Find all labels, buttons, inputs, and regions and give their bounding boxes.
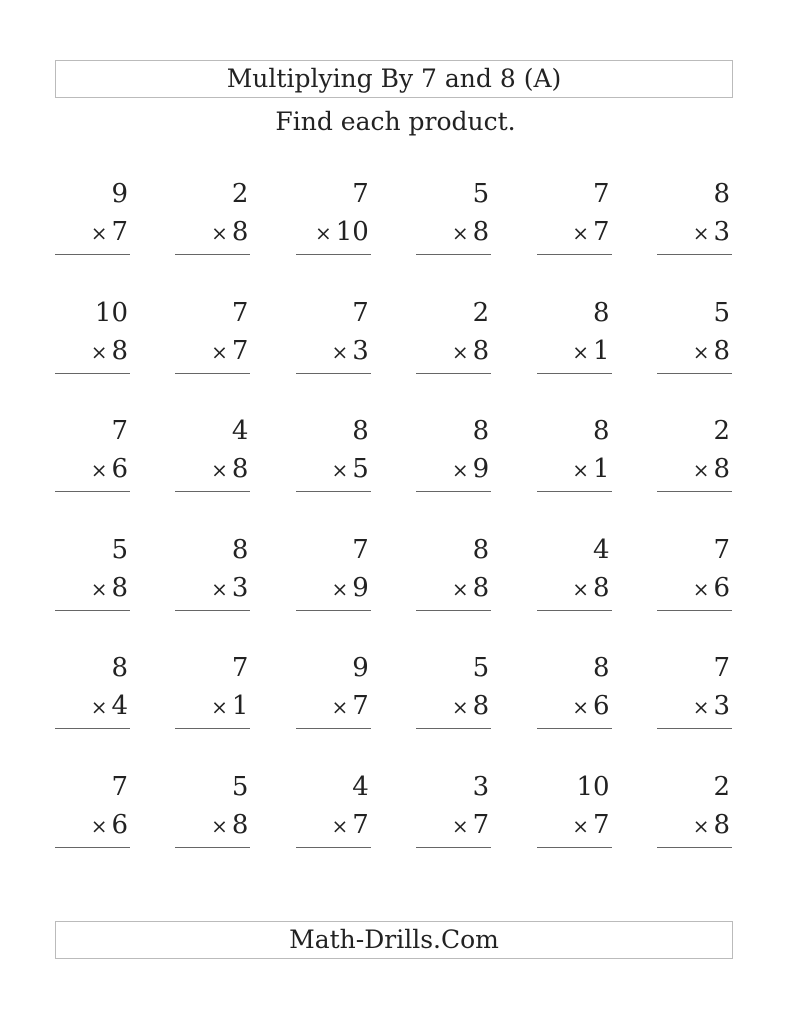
answer-line [537,254,612,255]
multiplier-row [55,213,130,252]
answer-line [537,847,612,848]
multiplier: 10 [335,217,369,247]
problem [296,649,371,729]
answer-line [537,728,612,729]
problem [296,412,371,492]
answer-line [537,610,612,611]
multiplier-row [296,332,371,371]
times-sign: × [211,576,228,601]
answer-line [296,373,371,374]
multiplier-row [296,569,371,608]
multiplicand: 7 [231,297,249,328]
multiplier-row [55,332,130,371]
problem [657,294,732,374]
multiplicand: 8 [593,297,610,328]
multiplicand: 9 [352,653,369,683]
multiplicand: 10 [576,771,610,802]
answer-line [296,491,371,492]
answer-line [175,728,250,729]
multiplier: 8 [111,335,128,366]
multiplier: 3 [231,572,249,603]
answer-line [657,373,732,374]
multiplicand: 9 [111,179,128,209]
problem [175,531,250,611]
answer-line [416,491,491,492]
answer-line [175,847,250,848]
answer-line [416,847,491,848]
multiplier-row [537,687,612,726]
multiplicand: 5 [713,297,730,328]
answer-line [175,610,250,611]
multiplier-row [657,806,732,845]
answer-line [55,728,130,729]
multiplicand: 2 [472,297,490,328]
times-sign: × [572,339,590,364]
problem [296,531,371,611]
multiplier-row [537,213,612,252]
answer-line [175,254,250,255]
multiplier-row [657,450,732,489]
problem [537,649,612,729]
problem [416,175,491,255]
problem [296,768,371,848]
multiplier-row [416,687,491,726]
footer-site: Math-Drills.Com [55,921,733,959]
times-sign: × [211,458,228,482]
multiplier: 1 [231,691,249,721]
multiplier: 7 [231,335,249,366]
times-sign: × [451,576,469,601]
multiplier: 8 [713,335,730,366]
multiplier: 8 [472,572,490,603]
multiplicand: 5 [472,179,490,209]
times-sign: × [451,458,469,482]
multiplicand: 7 [713,534,730,565]
multiplier-row [55,806,130,845]
multiplicand: 8 [472,534,490,565]
times-sign: × [451,695,469,719]
times-sign: × [331,576,349,601]
multiplier-row [416,806,491,845]
problem [416,412,491,492]
answer-line [537,373,612,374]
multiplier: 9 [352,572,369,603]
times-sign: × [451,339,469,364]
multiplier-row [175,332,250,371]
answer-line [55,491,130,492]
multiplier-row [657,213,732,252]
problem [416,768,491,848]
times-sign: × [331,339,349,364]
problem [537,531,612,611]
multiplier: 4 [111,691,128,721]
problem [537,175,612,255]
problem [55,294,130,374]
multiplier-row [55,687,130,726]
multiplicand: 8 [111,653,128,683]
multiplicand: 8 [593,416,610,446]
multiplier-row [296,687,371,726]
times-sign: × [451,221,469,245]
multiplier-row [416,332,491,371]
problem [55,175,130,255]
times-sign: × [692,813,710,838]
times-sign: × [90,576,108,601]
multiplier-row [416,450,491,489]
multiplier: 7 [593,809,610,840]
multiplier-row [537,450,612,489]
multiplicand: 7 [713,653,730,683]
answer-line [416,610,491,611]
multiplier: 7 [472,809,490,840]
multiplier-row [296,806,371,845]
multiplicand: 5 [472,653,490,683]
times-sign: × [90,695,108,719]
times-sign: × [572,813,590,838]
multiplier: 6 [713,572,730,603]
problem [175,294,250,374]
multiplicand: 8 [352,416,369,446]
multiplicand: 3 [472,771,490,802]
answer-line [296,728,371,729]
multiplicand: 7 [352,179,369,209]
multiplier-row [657,687,732,726]
multiplicand: 7 [352,534,369,565]
times-sign: × [572,695,590,719]
multiplicand: 8 [231,534,249,565]
multiplier: 7 [352,691,369,721]
problem [175,412,250,492]
multiplicand: 2 [713,771,730,802]
problem [55,649,130,729]
multiplicand: 5 [231,771,249,802]
multiplier: 8 [231,454,249,484]
multiplier: 9 [472,454,490,484]
multiplicand: 4 [352,771,369,802]
problem [416,294,491,374]
multiplier-row [537,806,612,845]
problem [175,175,250,255]
problem [55,531,130,611]
multiplier: 8 [713,454,730,484]
answer-line [296,847,371,848]
times-sign: × [692,458,710,482]
times-sign: × [331,695,349,719]
multiplicand: 2 [231,179,249,209]
answer-line [657,610,732,611]
multiplier: 5 [352,454,369,484]
multiplier: 3 [713,691,730,721]
multiplier-row [175,806,250,845]
worksheet-title: Multiplying By 7 and 8 (A) [55,60,733,98]
multiplier: 8 [472,691,490,721]
times-sign: × [331,813,349,838]
problem [55,412,130,492]
answer-line [296,610,371,611]
times-sign: × [90,221,108,245]
problem [537,768,612,848]
multiplier: 8 [231,809,249,840]
problem [55,768,130,848]
multiplier-row [175,569,250,608]
multiplicand: 7 [231,653,249,683]
multiplier: 6 [111,454,128,484]
problem [296,294,371,374]
answer-line [416,728,491,729]
multiplier-row [175,687,250,726]
multiplier-row [296,213,371,252]
multiplier-row [175,213,250,252]
multiplicand: 7 [593,179,610,209]
multiplier: 8 [713,809,730,840]
multiplier-row [296,450,371,489]
multiplicand: 8 [713,179,730,209]
multiplier: 7 [352,809,369,840]
problem [537,412,612,492]
problem [175,649,250,729]
multiplier: 1 [593,335,610,366]
multiplier: 8 [231,217,249,247]
problem [657,412,732,492]
times-sign: × [692,221,710,245]
answer-line [55,847,130,848]
answer-line [537,491,612,492]
multiplicand: 8 [593,653,610,683]
multiplier: 1 [593,454,610,484]
problem [296,175,371,255]
multiplicand: 5 [111,534,128,565]
answer-line [175,491,250,492]
answer-line [55,373,130,374]
answer-line [416,373,491,374]
times-sign: × [90,339,108,364]
answer-line [55,254,130,255]
times-sign: × [451,813,469,838]
answer-line [657,847,732,848]
multiplier-row [55,450,130,489]
multiplier: 8 [593,572,610,603]
answer-line [416,254,491,255]
multiplier-row [537,569,612,608]
multiplier-row [657,569,732,608]
multiplier: 6 [593,691,610,721]
multiplier: 3 [713,217,730,247]
multiplier-row [416,569,491,608]
problem [416,531,491,611]
problem [175,768,250,848]
answer-line [657,254,732,255]
times-sign: × [572,458,590,482]
multiplier-row [175,450,250,489]
problem [416,649,491,729]
times-sign: × [331,458,349,482]
problem [657,175,732,255]
multiplicand: 7 [352,297,369,328]
multiplier-row [537,332,612,371]
problem [657,768,732,848]
times-sign: × [90,813,108,838]
multiplicand: 8 [472,416,490,446]
times-sign: × [211,813,228,838]
problem [537,294,612,374]
times-sign: × [211,339,228,364]
multiplicand: 2 [713,416,730,446]
times-sign: × [211,221,228,245]
problem [657,531,732,611]
problem [657,649,732,729]
answer-line [55,610,130,611]
multiplier: 8 [111,572,128,603]
multiplicand: 7 [111,416,128,446]
multiplier-row [55,569,130,608]
multiplier-row [657,332,732,371]
multiplicand: 4 [231,416,249,446]
instructions: Find each product. [275,107,516,136]
multiplicand: 4 [593,534,610,565]
multiplicand: 10 [94,297,128,328]
multiplier: 3 [352,335,369,366]
answer-line [657,491,732,492]
multiplier: 8 [472,217,490,247]
times-sign: × [90,458,108,482]
multiplier: 7 [111,217,128,247]
times-sign: × [692,695,710,719]
multiplier: 8 [472,335,490,366]
answer-line [296,254,371,255]
times-sign: × [572,576,590,601]
times-sign: × [572,221,590,245]
answer-line [175,373,250,374]
multiplicand: 7 [111,771,128,802]
multiplier-row [416,213,491,252]
multiplier: 6 [111,809,128,840]
times-sign: × [211,695,228,719]
answer-line [657,728,732,729]
multiplier: 7 [593,217,610,247]
times-sign: × [692,576,710,601]
times-sign: × [692,339,710,364]
times-sign: × [314,221,332,245]
